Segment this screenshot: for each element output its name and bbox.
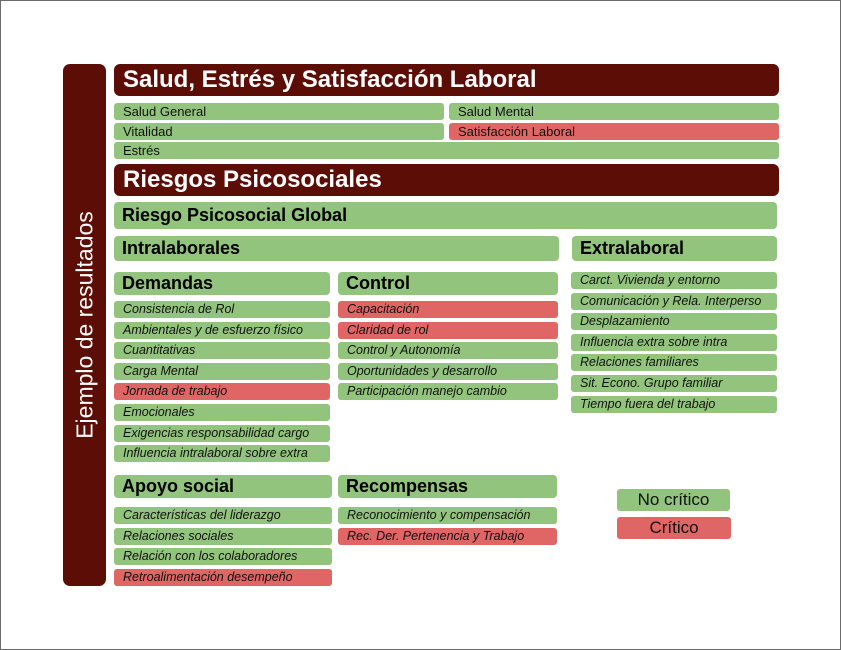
legend-critico: Crítico [617, 517, 731, 539]
control-box [338, 272, 558, 295]
extralaboral-item: Comunicación y Rela. Interperso [571, 293, 777, 310]
demandas-item: Ambientales y de esfuerzo físico [114, 322, 330, 339]
extralaboral-item: Carct. Vivienda y entorno [571, 272, 777, 289]
salud-header [114, 64, 779, 96]
demandas-item: Cuantitativas [114, 342, 330, 359]
control-item: Oportunidades y desarrollo [338, 363, 558, 380]
apoyo-item: Relación con los colaboradores [114, 548, 332, 565]
side-title-bar [63, 64, 106, 586]
recompensas-label: Recompensas [346, 476, 469, 496]
demandas-item: Jornada de trabajo [114, 383, 330, 400]
demandas-item: Emocionales [114, 404, 330, 421]
demandas-item: Exigencias responsabilidad cargo [114, 425, 330, 442]
control-item: Control y Autonomía [338, 342, 558, 359]
salud-item: Salud Mental [449, 103, 779, 120]
apoyo-social-box [114, 475, 332, 498]
extralaboral-item: Desplazamiento [571, 313, 777, 330]
salud-item: Satisfacción Laboral [449, 123, 779, 140]
extralaboral-item: Relaciones familiares [571, 354, 777, 371]
demandas-item: Consistencia de Rol [114, 301, 330, 318]
intralaborales-box [114, 236, 559, 261]
control-item: Capacitación [338, 301, 558, 318]
salud-item: Vitalidad [114, 123, 444, 140]
apoyo-item: Relaciones sociales [114, 528, 332, 545]
demandas-item: Carga Mental [114, 363, 330, 380]
apoyo-item: Características del liderazgo [114, 507, 332, 524]
extralaboral-item: Tiempo fuera del trabajo [571, 396, 777, 413]
extralaboral-box [572, 236, 777, 261]
control-label: Control [346, 273, 410, 293]
extralaboral-label: Extralaboral [580, 238, 685, 258]
riesgo-global-label: Riesgo Psicosocial Global [122, 205, 348, 225]
riesgos-title: Riesgos Psicosociales [123, 166, 382, 193]
salud-item: Salud General [114, 103, 444, 120]
demandas-box [114, 272, 330, 295]
salud-title: Salud, Estrés y Satisfacción Laboral [123, 66, 537, 93]
side-title: Ejemplo de resultados [71, 211, 97, 439]
apoyo-social-label: Apoyo social [122, 476, 235, 496]
legend-no-critico: No crítico [617, 489, 730, 511]
riesgos-header [114, 164, 779, 196]
control-item: Participación manejo cambio [338, 383, 558, 400]
salud-item: Estrés [114, 142, 779, 159]
demandas-item: Influencia intralaboral sobre extra [114, 445, 330, 462]
intralaborales-label: Intralaborales [122, 238, 241, 258]
demandas-label: Demandas [122, 273, 214, 293]
apoyo-item: Retroalimentación desempeño [114, 569, 332, 586]
recompensas-item: Reconocimiento y compensación [338, 507, 557, 524]
extralaboral-item: Sit. Econo. Grupo familiar [571, 375, 777, 392]
control-item: Claridad de rol [338, 322, 558, 339]
riesgo-global-box [114, 202, 777, 229]
recompensas-item: Rec. Der. Pertenencia y Trabajo [338, 528, 557, 545]
recompensas-box [338, 475, 557, 498]
extralaboral-item: Influencia extra sobre intra [571, 334, 777, 351]
